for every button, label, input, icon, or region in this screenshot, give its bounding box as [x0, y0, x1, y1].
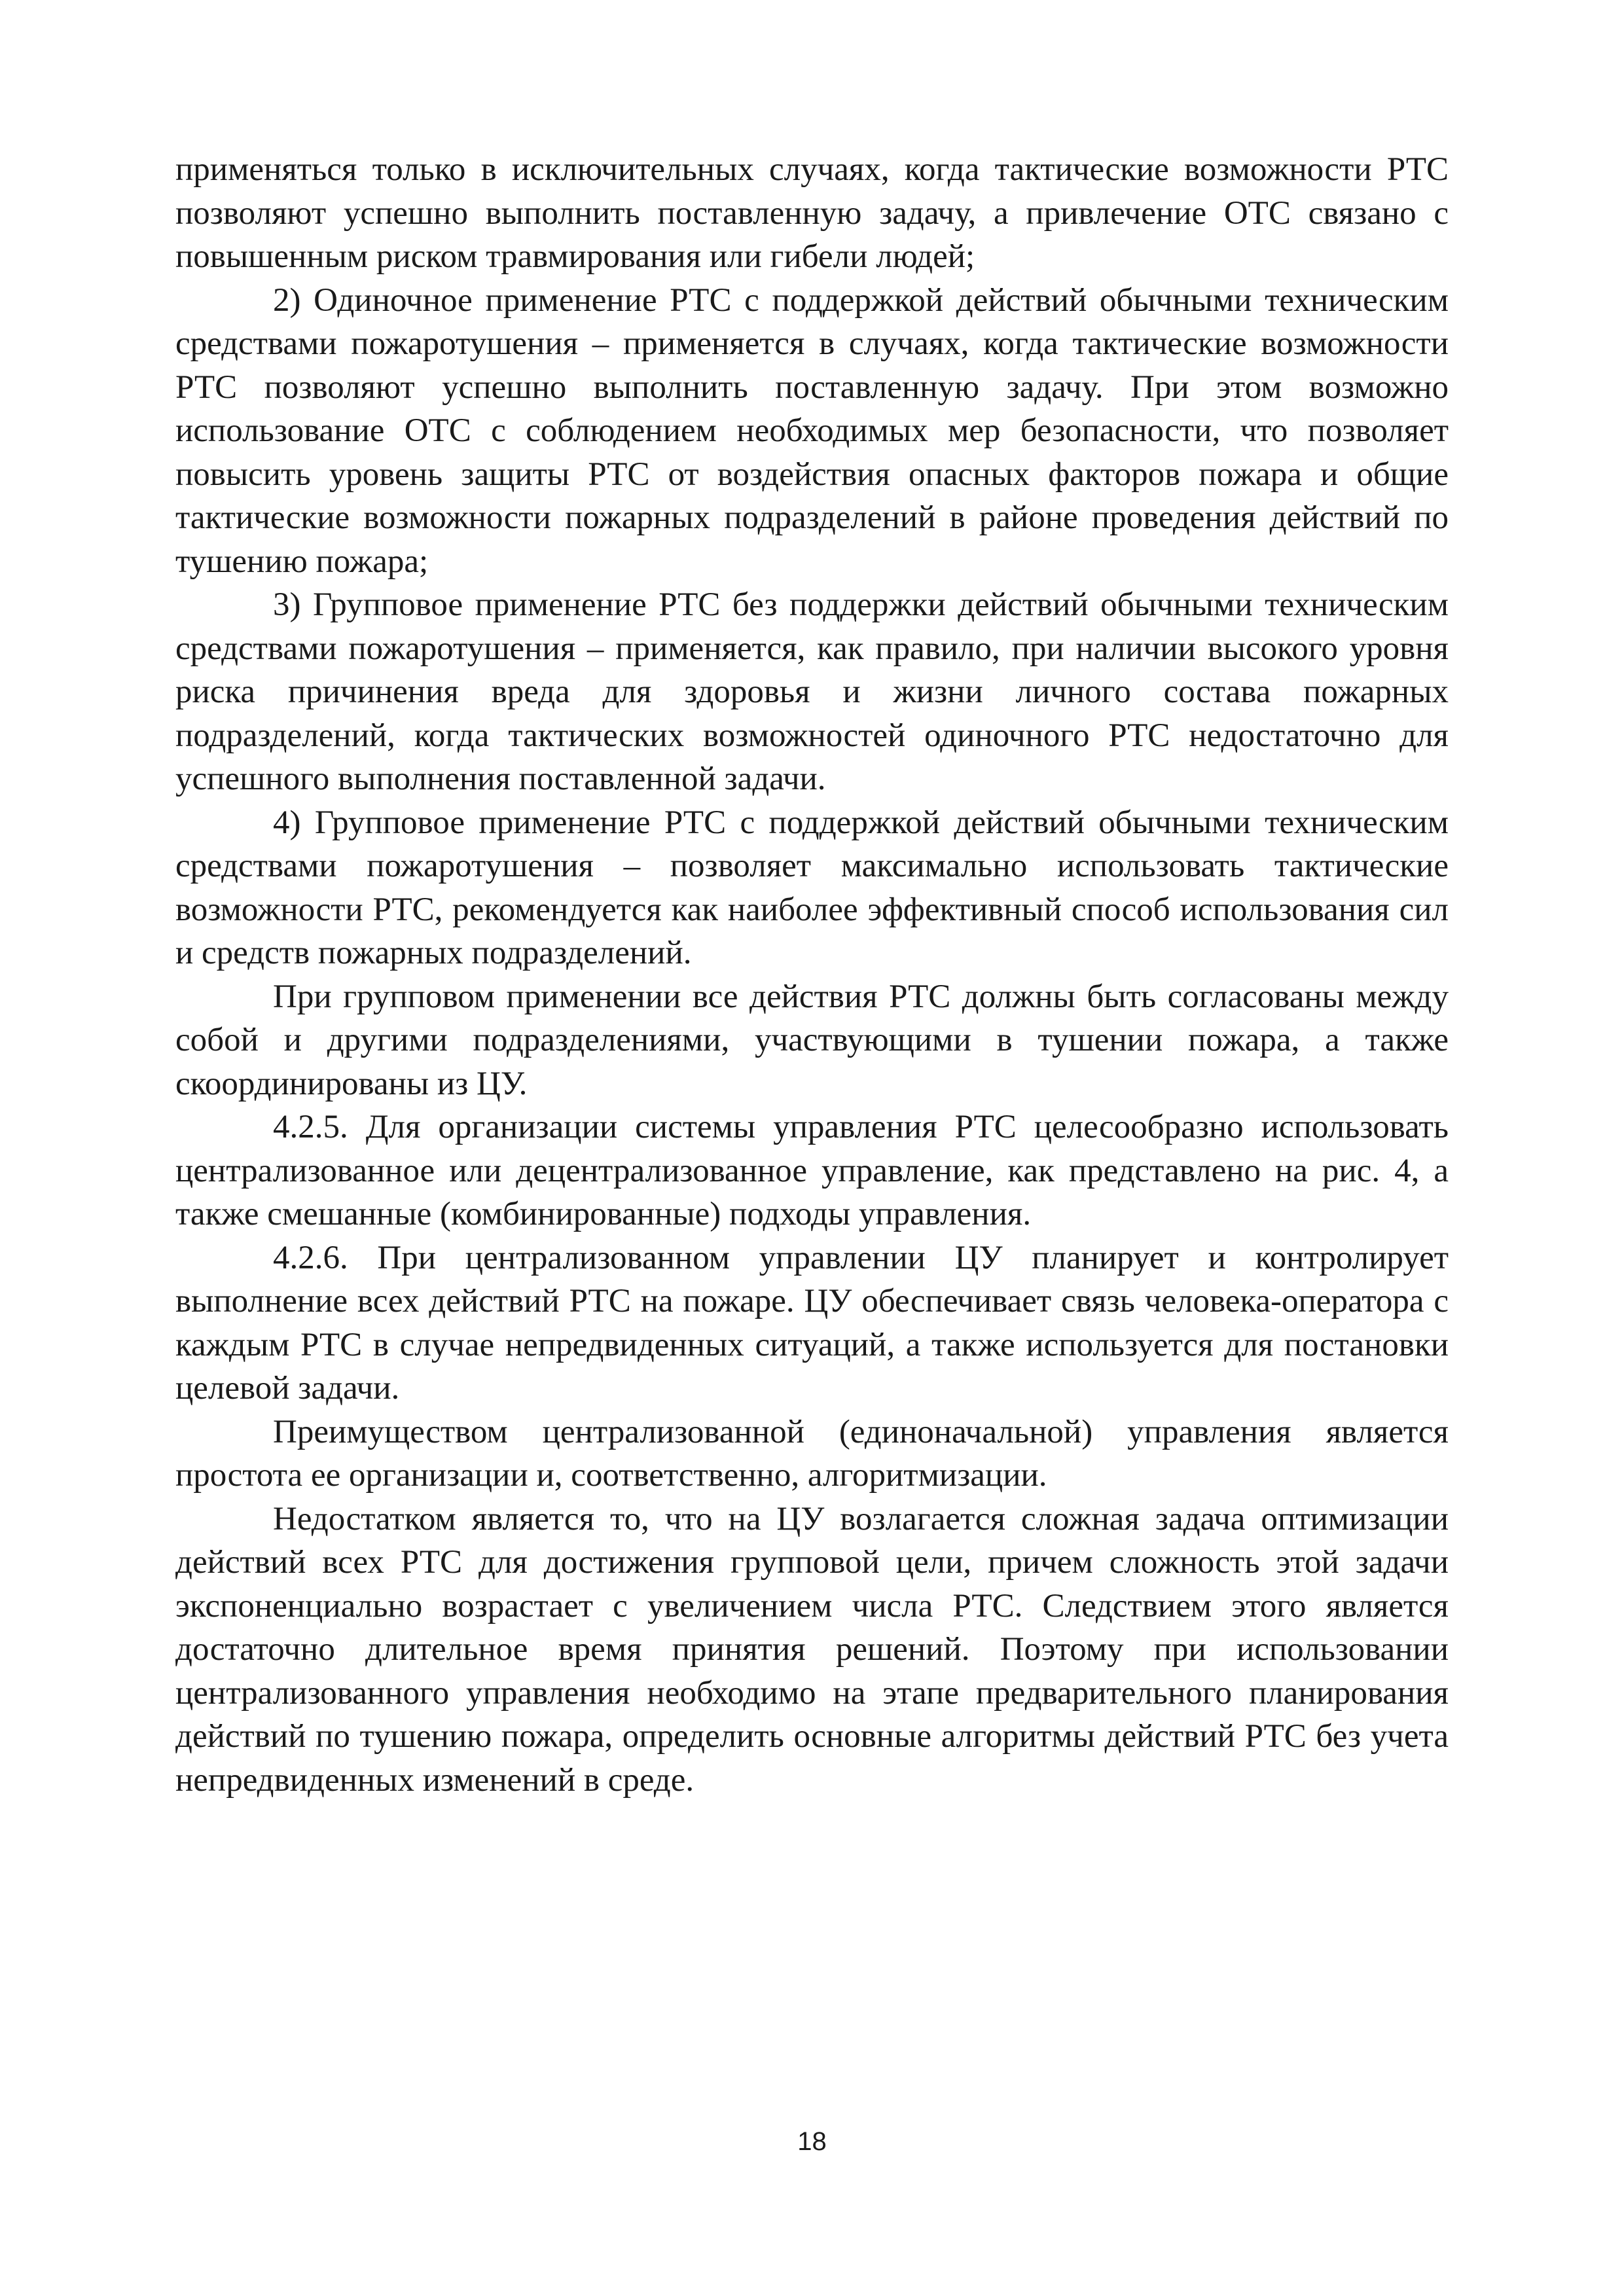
body-text	[175, 148, 1449, 1802]
paragraph: 4.2.5. Для организации системы управления РТС целесообразно использовать централизованное или децентрализованное управление, как представлено на рис. 4, а также смешанные (комбинированные) подходы управления.	[175, 1109, 1449, 1232]
paragraph: При групповом применении все действия РТС должны быть согласованы между собой и другими подразделениями, участвующими в тушении пожара, а также скоординированы из ЦУ.	[175, 978, 1449, 1102]
page-number: 18	[797, 2127, 827, 2156]
paragraph: Недостатком является то, что на ЦУ возлагается сложная задача оптимизации действий всех РТС для достижения групповой цели, причем сложность этой задачи экспоненциально возрастает с увеличением числа РТС. Следствием этого является достаточно длительное время принятия решений. Поэтому при использовании централизованного управления необходимо на этапе предварительного планирования действий по тушению пожара, определить основные алгоритмы действий РТС без учета непредвиденных изменений в среде.	[175, 1500, 1449, 1799]
paragraph: 3) Групповое применение РТС без поддержки действий обычными техническим средствами пожаротушения – применяется, как правило, при наличии высокого уровня риска причинения вреда для здоровья и жизни личного состава пожарных подразделений, когда тактических возможностей одиночного РТС недостаточно для успешного выполнения поставленной задачи.	[175, 586, 1449, 797]
paragraph: 2) Одиночное применение РТС с поддержкой действий обычными техническим средствами пожаротушения – применяется в случаях, когда тактические возможности РТС позволяют успешно выполнить поставленную задачу. При этом возможно использование ОТС с соблюдением необходимых мер безопасности, что позволяет повысить уровень защиты РТС от воздействия опасных факторов пожара и общие тактические возможности пожарных подразделений в районе проведения действий по тушению пожара;	[175, 281, 1449, 580]
paragraph: Преимуществом централизованной (единоначальной) управления является простота ее организации и, соответственно, алгоритмизации.	[175, 1413, 1449, 1494]
paragraph: 4) Групповое применение РТС с поддержкой действий обычными техническим средствами пожаротушения – позволяет максимально использовать тактические возможности РТС, рекомендуется как наиболее эффективный способ использования сил и средств пожарных подразделений.	[175, 804, 1449, 971]
paragraph: 4.2.6. При централизованном управлении ЦУ планирует и контролирует выполнение всех действий РТС на пожаре. ЦУ обеспечивает связь человека-оператора с каждым РТС в случае непредвиденных ситуаций, а также используется для постановки целевой задачи.	[175, 1239, 1449, 1407]
paragraph: применяться только в исключительных случаях, когда тактические возможности РТС позволяют успешно выполнить поставленную задачу, а привлечение ОТС связано с повышенным риском травмирования или гибели людей;	[175, 151, 1449, 275]
